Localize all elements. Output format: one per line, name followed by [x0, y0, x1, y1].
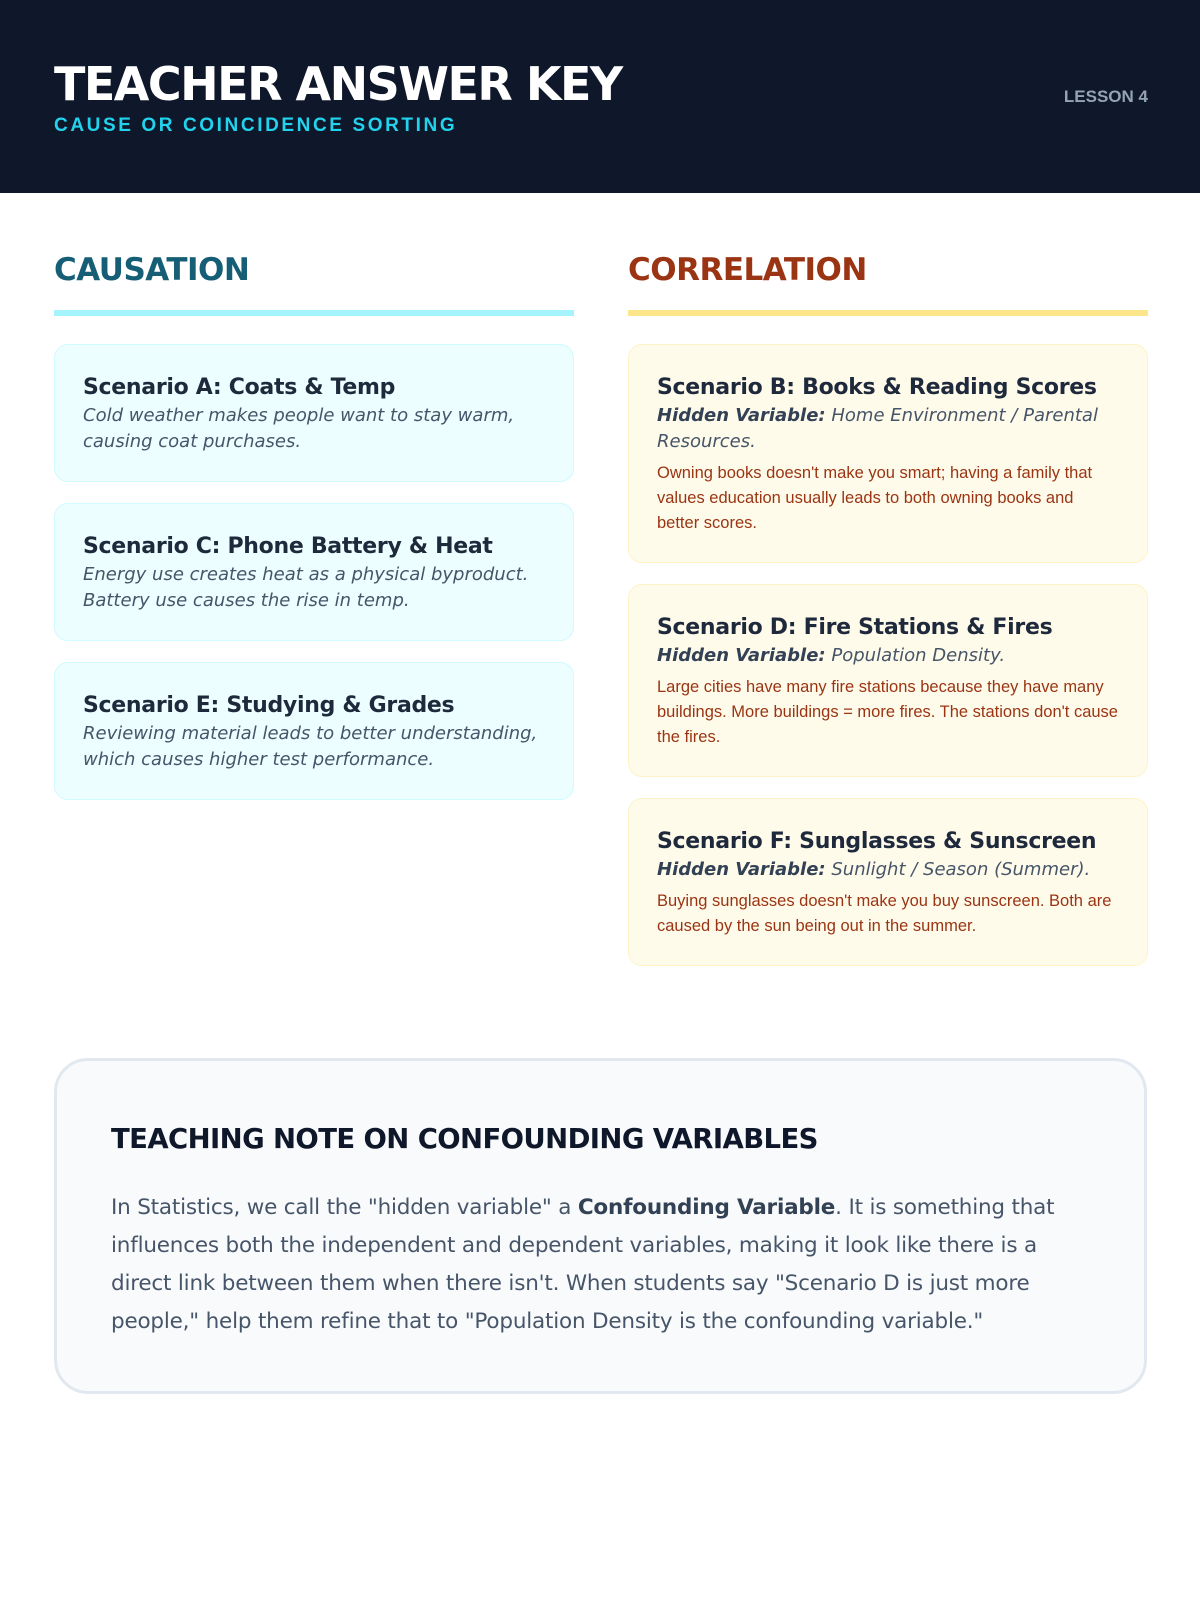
scenario-card	[628, 584, 1148, 777]
teaching-note	[54, 1058, 1147, 1394]
hidden-variable-label: Hidden Variable:	[657, 859, 826, 880]
correlation-column	[628, 248, 1148, 966]
teaching-note-title: TEACHING NOTE ON CONFOUNDING VARIABLES	[111, 1123, 818, 1155]
hidden-variable-value: Home Environment / Parental Resources.	[657, 405, 1098, 452]
hidden-variable	[657, 643, 1119, 669]
scenario-card	[54, 344, 574, 482]
teaching-note-body	[111, 1189, 1090, 1341]
hidden-variable	[657, 403, 1119, 455]
page-subtitle: CAUSE OR COINCIDENCE SORTING	[54, 115, 458, 136]
scenario-description: Reviewing material leads to better understanding, which causes higher test performance.	[83, 723, 538, 770]
scenario-explanation: Owning books doesn't make you smart; having a family that values education usually leads to both owning books and better scores.	[657, 464, 1093, 532]
correlation-heading: CORRELATION	[628, 248, 1148, 316]
scenario-card	[54, 503, 574, 641]
causation-column	[54, 248, 574, 800]
scenario-card	[628, 344, 1148, 563]
scenario-explanation: Buying sunglasses doesn't make you buy sunscreen. Both are caused by the sun being out in the summer.	[657, 892, 1112, 935]
scenario-card	[628, 798, 1148, 966]
scenario-title: Scenario E: Studying & Grades	[83, 693, 455, 718]
scenario-description: Energy use creates heat as a physical byproduct. Battery use causes the rise in temp.	[83, 564, 529, 611]
note-bold-term: Confounding Variable	[577, 1195, 836, 1220]
causation-heading: CAUSATION	[54, 248, 574, 316]
hidden-variable-value: Population Density.	[831, 645, 1006, 666]
lesson-label: LESSON 4	[1063, 87, 1148, 106]
scenario-description: Cold weather makes people want to stay warm, causing coat purchases.	[83, 405, 515, 452]
page-title: TEACHER ANSWER KEY	[54, 57, 622, 111]
hidden-variable-label: Hidden Variable:	[657, 405, 826, 426]
note-text-end: . It is something that influences both the independent and dependent variables, making it look like there is a direct link between them when there isn't. When students say "Scenario D is just more people," help them refine that to "Population Density is the confounding variable."	[111, 1195, 1055, 1334]
scenario-title: Scenario A: Coats & Temp	[83, 375, 396, 400]
hidden-variable	[657, 857, 1119, 883]
scenario-card	[54, 662, 574, 800]
scenario-title: Scenario F: Sunglasses & Sunscreen	[657, 829, 1097, 854]
header-banner	[0, 0, 1200, 193]
hidden-variable-label: Hidden Variable:	[657, 645, 826, 666]
scenario-title: Scenario D: Fire Stations & Fires	[657, 615, 1053, 640]
scenario-explanation: Large cities have many fire stations because they have many buildings. More buildings = more fires. The stations don't cause the fires.	[657, 678, 1118, 746]
note-text-start: In Statistics, we call the "hidden variable" a	[111, 1195, 578, 1220]
scenario-title: Scenario C: Phone Battery & Heat	[83, 534, 493, 559]
scenario-title: Scenario B: Books & Reading Scores	[657, 375, 1097, 400]
hidden-variable-value: Sunlight / Season (Summer).	[831, 859, 1091, 880]
